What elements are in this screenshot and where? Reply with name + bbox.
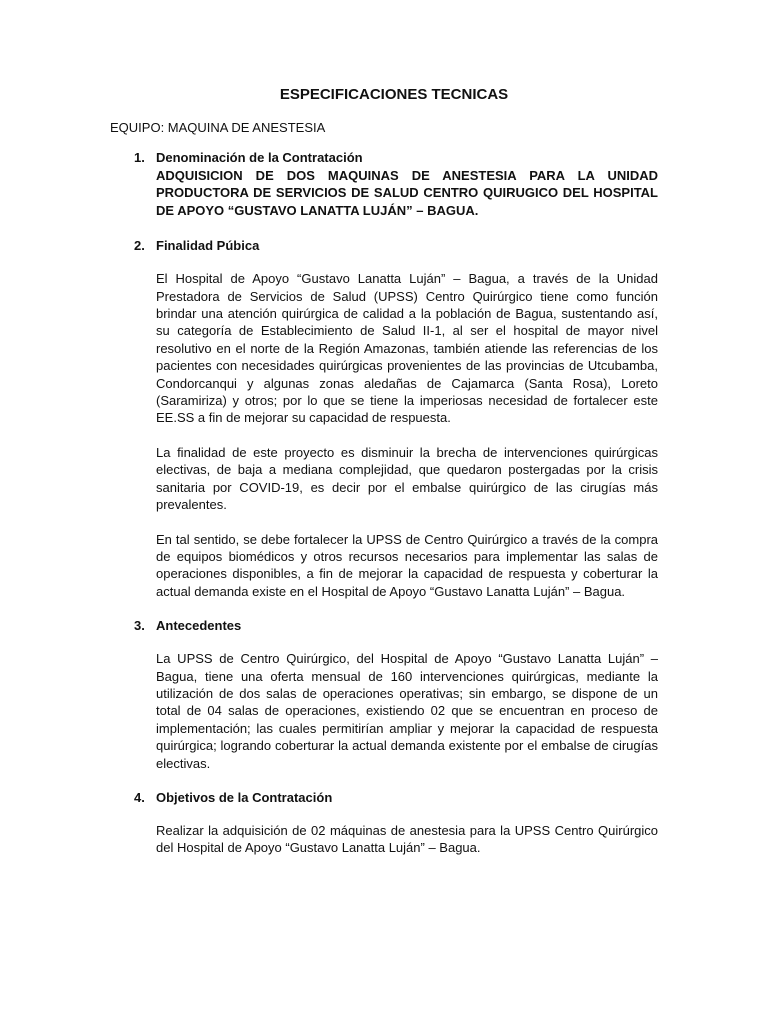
document-title: ESPECIFICACIONES TECNICAS: [279, 86, 509, 103]
section-heading-text: Antecedentes: [156, 618, 242, 634]
section-number: 3.: [134, 618, 145, 634]
section-finalidad: [110, 237, 658, 600]
section-objetivos: [110, 789, 658, 857]
section-body: [156, 167, 658, 219]
equipment-line: EQUIPO: MAQUINA DE ANESTESIA: [110, 120, 326, 135]
paragraph: En tal sentido, se debe fortalecer la UPSS de Centro Quirúrgico a través de la compra de equipos biomédicos y otros recursos necesarios para implementar las salas de operaciones disponibles, a fin de mejorar la capacidad de respuesta y coberturar la actual demanda existe en el Hospital de Apoyo “Gustavo Lanatta Luján” – Bagua.: [156, 531, 658, 599]
section-heading-text: Finalidad Púbica: [156, 238, 260, 254]
section-heading: [110, 149, 658, 167]
section-number: 1.: [134, 150, 145, 165]
paragraph: Realizar la adquisición de 02 máquinas de anestesia para la UPSS Centro Quirúrgico del Hospital de Apoyo “Gustavo Lanatta Luján” – Bagua.: [156, 822, 658, 856]
section-heading-text: Denominación de la Contratación: [156, 150, 363, 165]
paragraph: El Hospital de Apoyo “Gustavo Lanatta Luján” – Bagua, a través de la Unidad Prestadora de Servicios de Salud (UPSS) Centro Quirúrgico tiene como función brindar una atención quirúrgica de calidad a la población de Bagua, sustentando así, su categoría de Establecimiento de Salud II-1, al ser el hospital de mayor nivel resolutivo en el norte de la Región Amazonas, también atiende las referencias de los pacientes con necesidades quirúrgicas provenientes de las provincias de Utcubamba, Condorcanqui y algunas zonas aledañas de Cajamarca (Santa Rosa), Loreto (Saramiriza) y otros; por lo que se tiene la imperiosas necesidad de fortalecer este EE.SS a fin de mejorar su capacidad de respuesta.: [156, 271, 658, 426]
section-denominacion: [110, 149, 658, 219]
paragraph: La finalidad de este proyecto es disminuir la brecha de intervenciones quirúrgicas electivas, de baja a mediana complejidad, que quedaron postergadas por la crisis sanitaria por COVID-19, es decir por el embalse quirúrgico de las cirugías más prevalentes.: [156, 444, 658, 513]
section-antecedentes: [110, 617, 658, 772]
section-number: 2.: [134, 238, 145, 254]
paragraph: ADQUISICION DE DOS MAQUINAS DE ANESTESIA PARA LA UNIDAD PRODUCTORA DE SERVICIOS DE SALUD CENTRO QUIRUGICO DEL HOSPITAL DE APOYO “GUSTAVO LANATTA LUJÁN” – BAGUA.: [156, 168, 658, 218]
section-heading: [110, 237, 658, 255]
section-body: [156, 270, 658, 600]
paragraph: La UPSS de Centro Quirúrgico, del Hospital de Apoyo “Gustavo Lanatta Luján” – Bagua, tiene una oferta mensual de 160 intervenciones quirúrgicas, mediante la utilización de dos salas de operaciones operativas; sin embargo, se dispone de un total de 04 salas de operaciones, existiendo 02 que se encuentran en proceso de implementación; las cuales permitirían ampliar y mejorar la capacidad de respuesta quirúrgica; logrando coberturar la actual demanda existente por el embalse de cirugías electivas.: [156, 651, 658, 771]
section-body: [156, 822, 658, 857]
section-body: [156, 650, 658, 772]
section-heading: [110, 789, 658, 807]
section-heading-text: Objetivos de la Contratación: [156, 789, 333, 805]
section-number: 4.: [134, 789, 145, 805]
section-heading: [110, 617, 658, 635]
